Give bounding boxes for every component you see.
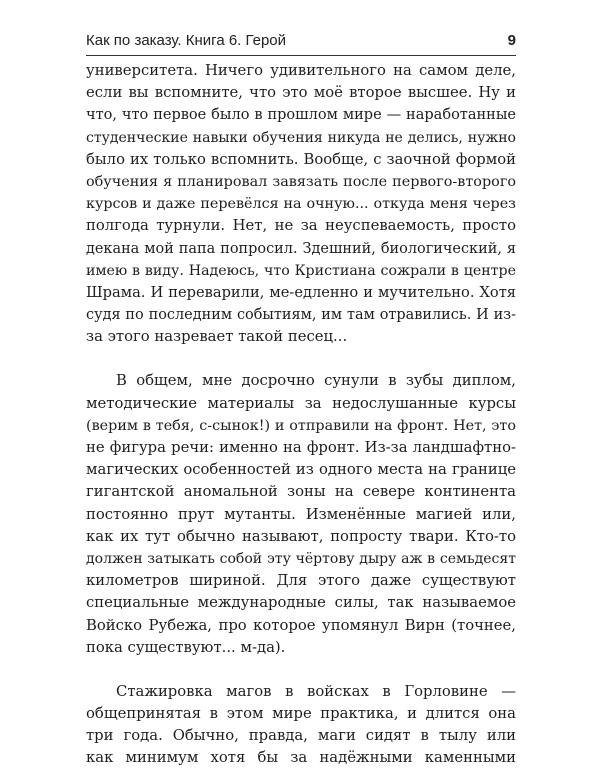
text-line: магических особенностей из одного места на границе: [86, 461, 516, 479]
text-line: общепринятая в этом мире практика, и длится она: [86, 705, 516, 723]
text-line: пока существуют... м-да).: [86, 638, 286, 656]
text-line: университета. Ничего удивительного на самом деле,: [86, 62, 516, 79]
text-line: должен затыкать собой эту чёртову дыру аж в семьдесят: [86, 550, 516, 567]
text-line: километров шириной. Для этого даже существуют: [86, 572, 516, 590]
text-line: гигантской аномальной зоны на севере континента: [86, 483, 516, 501]
paragraph: [86, 681, 516, 770]
text-line: студенческие навыки обучения никуда не делись, нужно: [86, 129, 516, 146]
text-line: специальные международные силы, так называемое: [86, 594, 516, 612]
text-line: курсов и даже перевёлся на очную... откуда меня через: [86, 196, 516, 213]
text-line: полгода турнули. Нет, не за неуспеваемость, просто: [86, 217, 516, 235]
running-header: [86, 28, 516, 54]
text-line: не фигура речи: именно на фронт. Из-за ландшафтно-: [86, 439, 516, 456]
header-rule: [86, 55, 516, 56]
body-text: [86, 60, 516, 770]
text-line: методические материалы за недослушанные курсы: [86, 394, 516, 412]
text-line: что, что первое было в прошлом мире — наработанные: [86, 107, 516, 124]
text-line: В общем, мне досрочно сунули в зубы диплом,: [116, 372, 516, 390]
text-line: если вы вспомните, что это моё второе высшее. Ну и: [86, 84, 516, 102]
text-line: как их тут обычно называют, попросту твари. Кто-то: [86, 527, 516, 545]
text-line: Войско Рубежа, про которое упомянул Вирн (точнее,: [86, 616, 516, 634]
book-title: Как по заказу. Книга 6. Герой: [86, 32, 287, 49]
text-line: судя по последним событиям, им там отравились. И из-: [86, 307, 516, 324]
text-line: за этого назревает такой песец...: [86, 328, 348, 346]
text-line: Стажировка магов в войсках в Горловине —: [116, 682, 516, 700]
page-number: 9: [507, 32, 516, 49]
paragraph-spacer: [86, 659, 516, 681]
text-line: обучения я планировал завязать после первого-второго: [86, 173, 516, 190]
paragraph-spacer: [86, 348, 516, 370]
text-line: как минимум хотя бы за надёжными каменными: [86, 749, 516, 767]
text-line: было их только вспомнить. Вообще, с заочной формой: [86, 150, 516, 168]
paragraph: [86, 370, 516, 658]
text-line: три года. Обычно, правда, маги сидят в тылу или: [86, 727, 516, 745]
text-line: имею в виду. Надеюсь, что Кристиана сожрали в центре: [86, 262, 516, 279]
text-line: (верим в тебя, с-сынок!) и отправили на фронт. Нет, это: [86, 417, 516, 434]
paragraph: [86, 60, 516, 348]
text-line: постоянно прут мутанты. Изменённые магией или,: [86, 505, 516, 523]
text-line: Шрама. И переварили, ме-едленно и мучительно. Хотя: [86, 283, 516, 301]
text-line: декана мой папа попросил. Здешний, биологический, я: [86, 240, 516, 257]
